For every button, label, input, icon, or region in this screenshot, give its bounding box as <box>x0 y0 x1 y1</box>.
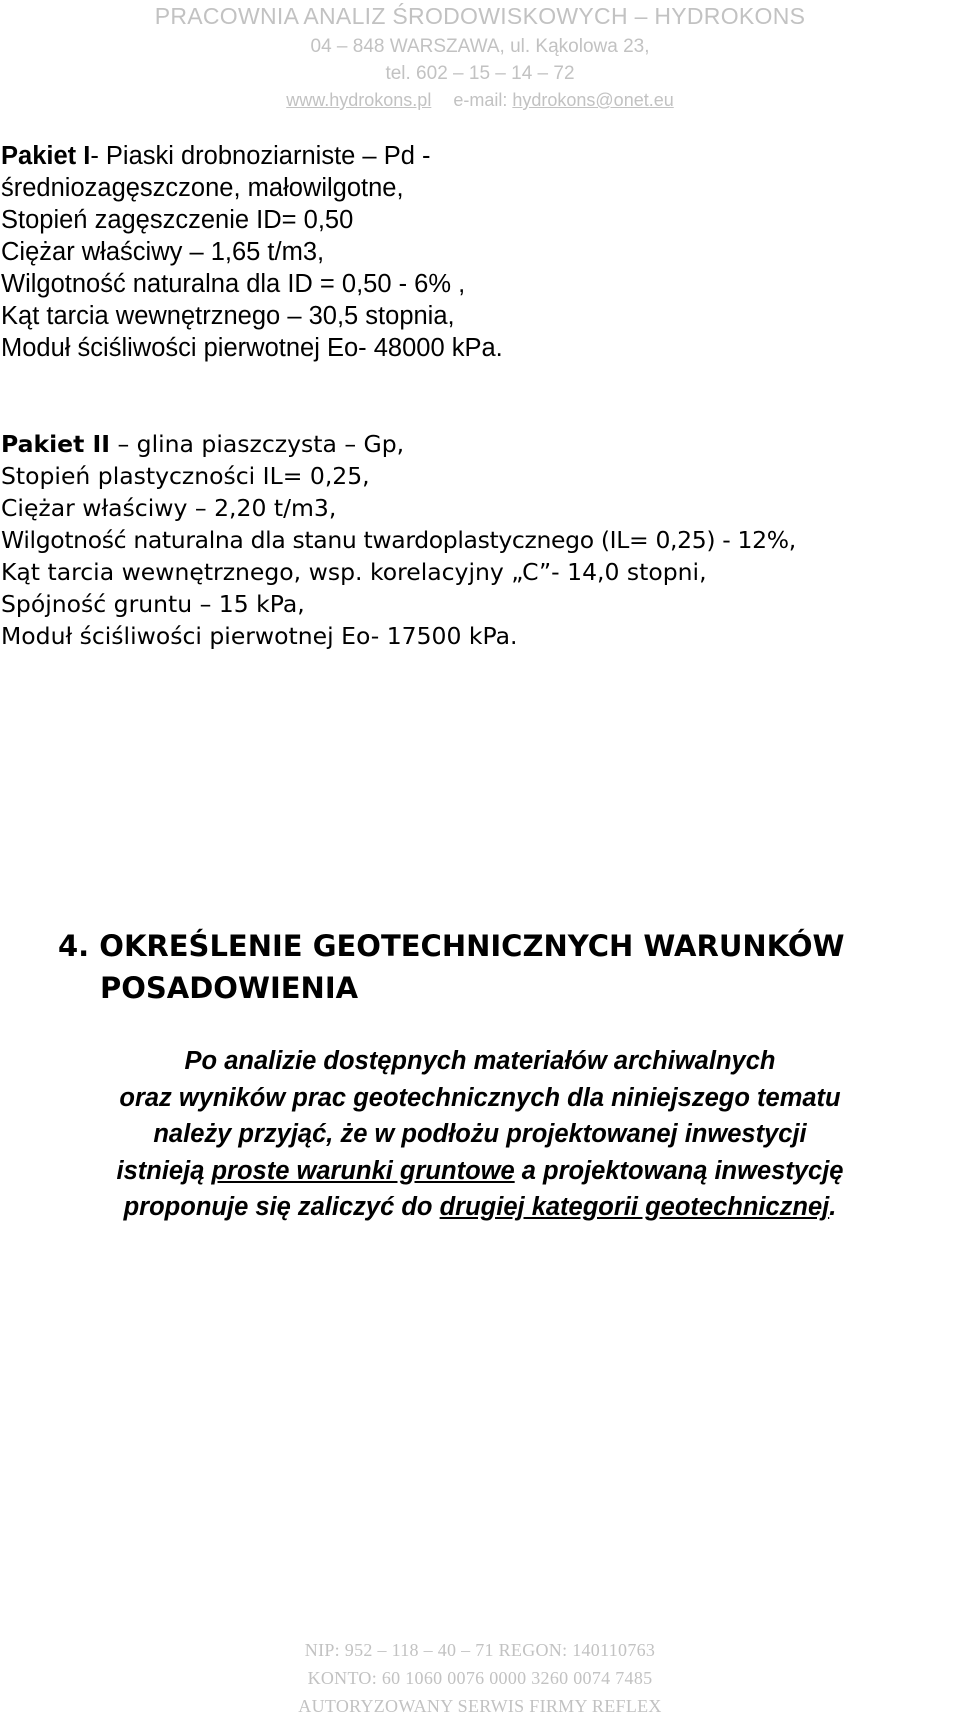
underlined-ground-conditions: proste warunki gruntowe <box>211 1156 515 1185</box>
footer-nip-regon: NIP: 952 – 118 – 40 – 71 REGON: 140110763 <box>304 1640 656 1660</box>
pakiet-1-line: Ciężar właściwy – 1,65 t/m3, <box>1 238 325 266</box>
pakiet-2-line: Ciężar właściwy – 2,20 t/m3, <box>1 494 337 522</box>
conclusion-paragraph <box>0 1043 960 1226</box>
pakiet-2 <box>1 428 796 652</box>
pakiet-1-line: średniozagęszczone, małowilgotne, <box>1 174 404 202</box>
footer-authorized-service: AUTORYZOWANY SERWIS FIRMY REFLEX <box>298 1696 662 1716</box>
letterhead-company-name: PRACOWNIA ANALIZ ŚRODOWISKOWYCH – HYDROKONS <box>154 3 806 29</box>
pakiet-1-line: Stopień zagęszczenie ID= 0,50 <box>1 206 354 234</box>
pakiet-2-line: Wilgotność naturalna dla stanu twardoplastycznego (IL= 0,25) - 12%, <box>1 526 796 554</box>
conclusion-line: należy przyjąć, że w podłożu projektowanej inwestycji <box>153 1120 807 1148</box>
conclusion-line <box>0 1153 960 1190</box>
pakiet-1-line: Wilgotność naturalna dla ID = 0,50 - 6% , <box>1 270 466 298</box>
website-link[interactable]: www.hydrokons.pl <box>286 90 432 110</box>
pakiet-1 <box>1 140 503 364</box>
letterhead-phone: tel. 602 – 15 – 14 – 72 <box>385 63 575 84</box>
pakiet-2-line: Moduł ściśliwości pierwotnej Eo- 17500 kPa. <box>1 622 518 650</box>
pakiet-1-label: Pakiet I <box>1 142 91 170</box>
pakiet-1-title: - Piaski drobnoziarniste – Pd - <box>90 142 431 170</box>
conclusion-text: a projektowaną inwestycję <box>514 1156 844 1185</box>
conclusion-text: proponuje się zaliczyć do <box>123 1193 440 1221</box>
section-4-title-line1: 4. OKREŚLENIE GEOTECHNICZNYCH WARUNKÓW <box>58 929 845 963</box>
pakiet-1-line: Kąt tarcia wewnętrznego – 30,5 stopnia, <box>1 302 455 330</box>
conclusion-text: . <box>829 1193 837 1221</box>
footer-bank-account: KONTO: 60 1060 0076 0000 3260 0074 7485 <box>307 1668 653 1688</box>
letterhead-contact <box>0 90 960 111</box>
pakiet-2-line: Kąt tarcia wewnętrznego, wsp. korelacyjny „C”- 14,0 stopni, <box>1 558 707 586</box>
conclusion-line <box>0 1189 960 1226</box>
email-link[interactable]: hydrokons@onet.eu <box>512 90 674 110</box>
pakiet-2-heading <box>1 428 796 460</box>
conclusion-text: istnieją <box>116 1156 212 1185</box>
pakiet-2-line: Stopień plastyczności IL= 0,25, <box>1 462 370 490</box>
pakiet-1-heading <box>1 140 503 172</box>
conclusion-line: Po analizie dostępnych materiałów archiwalnych <box>184 1047 776 1075</box>
underlined-geotechnical-category: drugiej kategorii geotechnicznej <box>439 1193 830 1221</box>
pakiet-2-line: Spójność gruntu – 15 kPa, <box>1 590 305 618</box>
pakiet-2-label: Pakiet II <box>1 430 110 458</box>
section-4-heading <box>58 925 844 1009</box>
conclusion-line: oraz wyników prac geotechnicznych dla niniejszego tematu <box>119 1083 841 1112</box>
pakiet-2-title: – glina piaszczysta – Gp, <box>109 430 405 458</box>
section-4-title-line2: POSADOWIENIA <box>100 971 359 1005</box>
pakiet-1-line: Moduł ściśliwości pierwotnej Eo- 48000 kPa. <box>1 334 503 362</box>
email-label: e-mail: <box>453 90 508 110</box>
letterhead-address: 04 – 848 WARSZAWA, ul. Kąkolowa 23, <box>310 36 650 57</box>
